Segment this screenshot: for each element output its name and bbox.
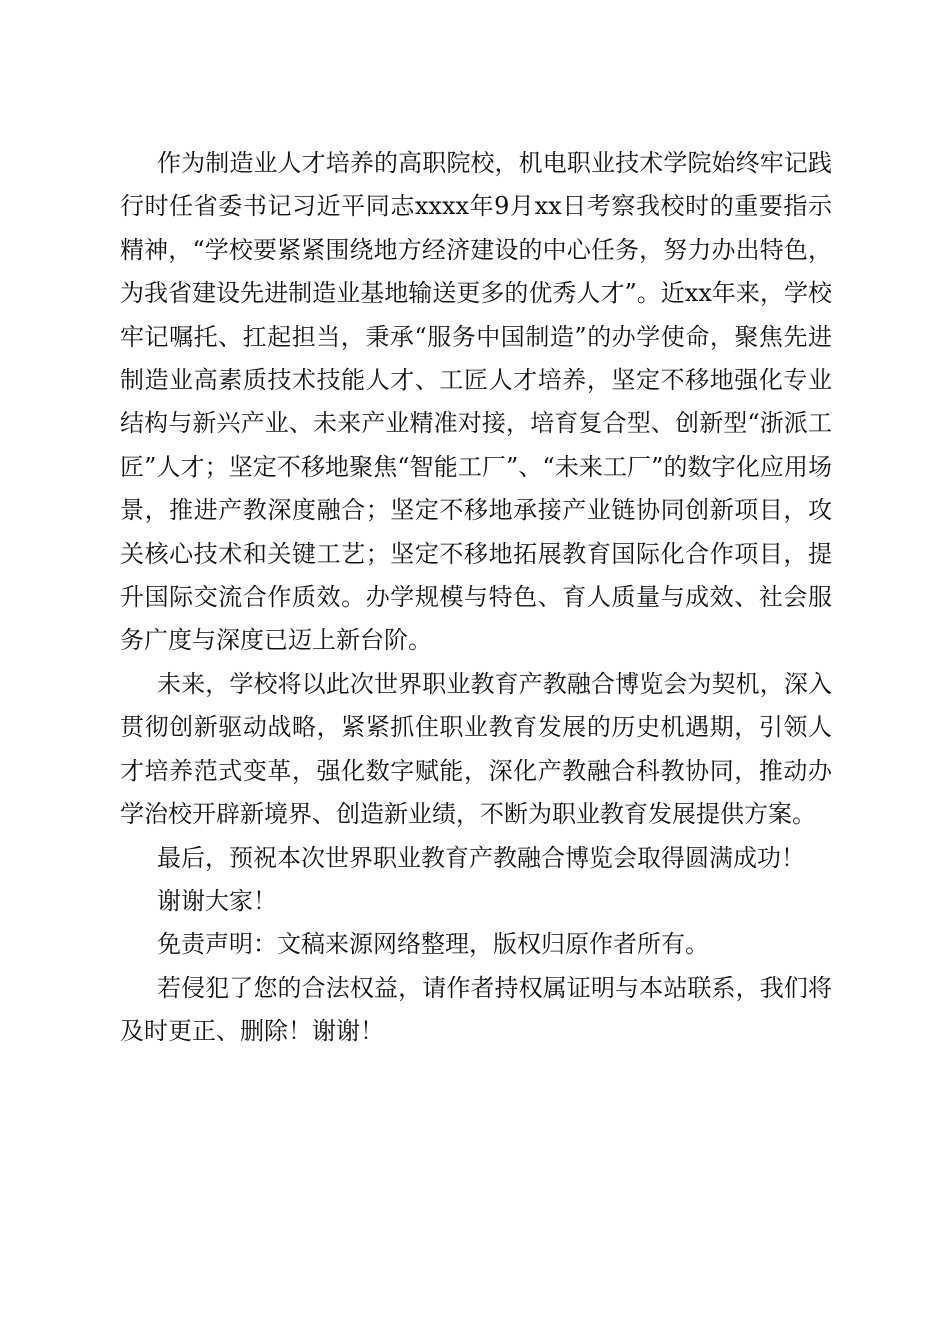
paragraph-future-plans: 未来，学校将以此次世界职业教育产教融合博览会为契机，深入贯彻创新驱动战略，紧紧抓住职业教育发展的历史机遇期，引领人才培养范式变革，强化数字赋能，深化产教融合科教协同，推动办学治校开辟新境界、创造新业绩，不断为职业教育发展提供方案。 bbox=[120, 669, 832, 829]
paragraph-thanks: 谢谢大家！ bbox=[157, 886, 277, 915]
document-body bbox=[120, 142, 832, 1054]
paragraph-copyright-notice: 若侵犯了您的合法权益，请作者持权属证明与本站联系，我们将及时更正、删除！谢谢！ bbox=[120, 973, 832, 1046]
paragraph-closing-wishes: 最后，预祝本次世界职业教育产教融合博览会取得圆满成功！ bbox=[157, 843, 805, 872]
paragraph-school-introduction: 作为制造业人才培养的高职院校，机电职业技术学院始终牢记践行时任省委书记习近平同志xxxx年9月xx日考察我校时的重要指示精神，“学校要紧紧围绕地方经济建设的中心任务，努力办出特色，为我省建设先进制造业基地输送更多的优秀人才”。近xx年来，学校牢记嘱托、扛起担当，秉承“服务中国制造”的办学使命，聚焦先进制造业高素质技术技能人才、工匠人才培养，坚定不移地强化专业结构与新兴产业、未来产业精准对接，培育复合型、创新型“浙派工匠”人才；坚定不移地聚焦“智能工厂”、“未来工厂”的数字化应用场景，推进产教深度融合；坚定不移地承接产业链协同创新项目，攻关核心技术和关键工艺；坚定不移地拓展教育国际化合作项目，提升国际交流合作质效。办学规模与特色、育人质量与成效、社会服务广度与深度已迈上新台阶。 bbox=[120, 149, 832, 655]
paragraph-disclaimer: 免责声明：文稿来源网络整理，版权归原作者所有。 bbox=[157, 930, 709, 959]
